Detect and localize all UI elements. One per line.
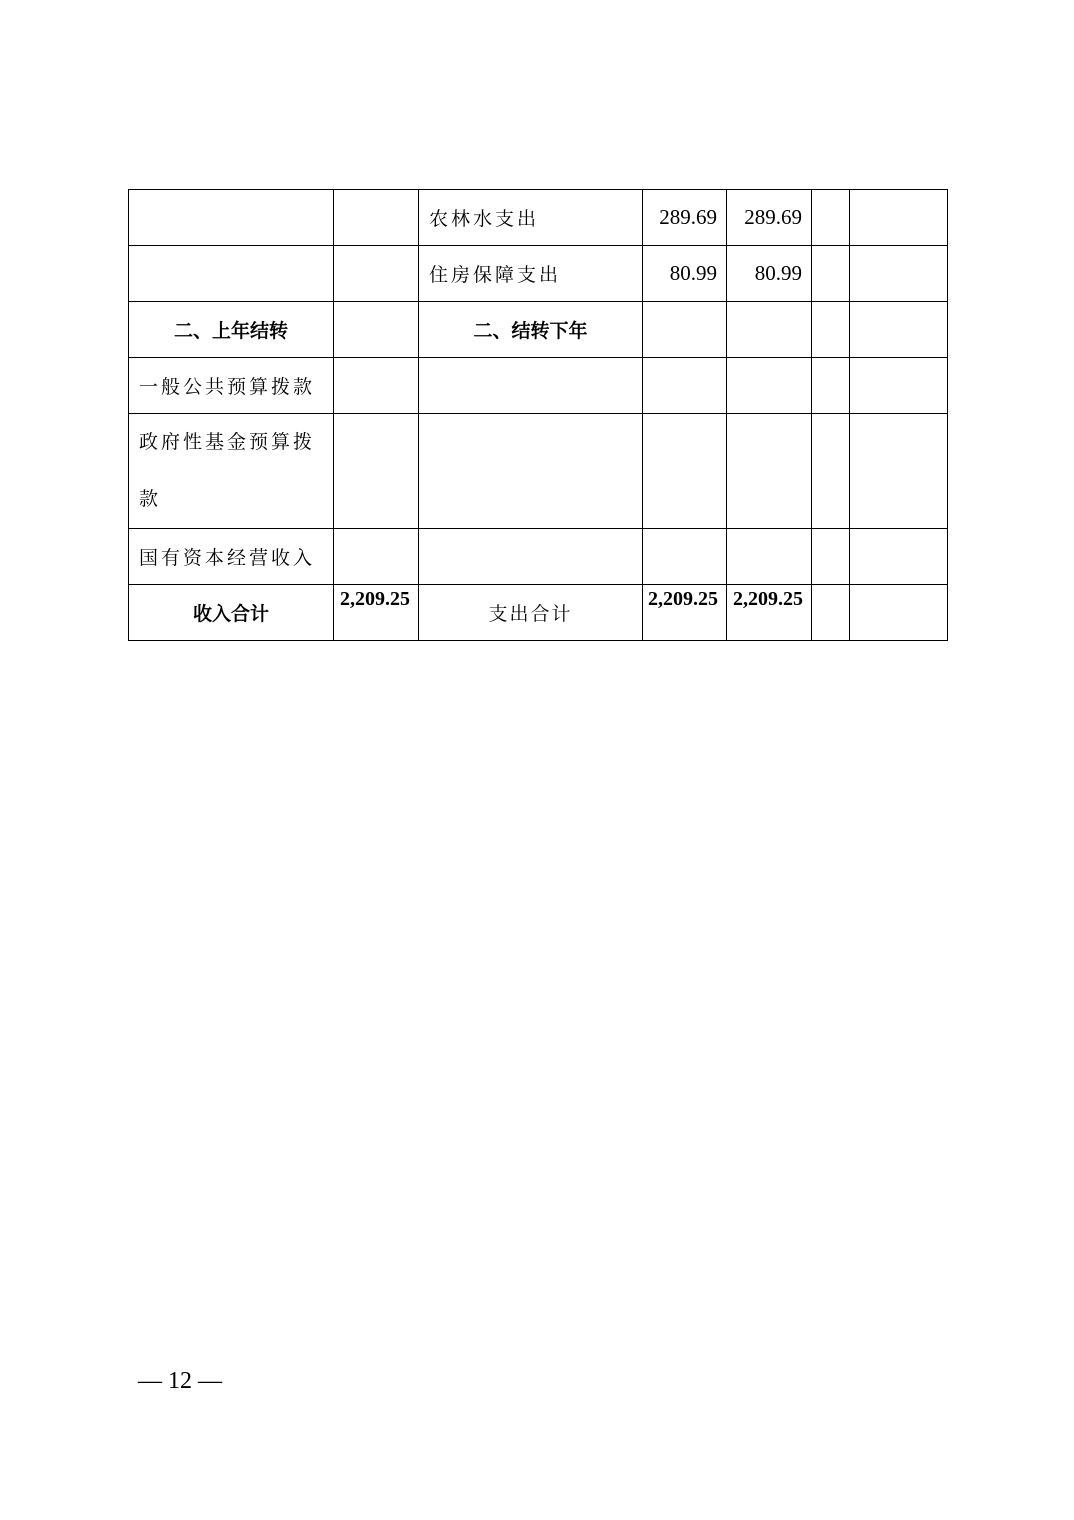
- expense-total-cell: [643, 358, 727, 414]
- expense-item-cell: [419, 414, 643, 529]
- expense-item-cell: 农林水支出: [419, 190, 643, 246]
- expense-general-cell: 80.99: [727, 246, 812, 302]
- expense-general-cell: 289.69: [727, 190, 812, 246]
- empty-cell: [850, 529, 948, 585]
- expense-total-cell: 80.99: [643, 246, 727, 302]
- income-item-cell: 一般公共预算拨款: [129, 358, 334, 414]
- expense-total-cell: [643, 302, 727, 358]
- empty-cell: [812, 529, 850, 585]
- section-heading-expense: 二、结转下年: [419, 302, 643, 358]
- empty-cell: [812, 414, 850, 529]
- empty-cell: [850, 190, 948, 246]
- income-amount-cell: [334, 529, 419, 585]
- income-item-cell: 政府性基金预算拨款: [129, 414, 334, 529]
- empty-cell: [850, 302, 948, 358]
- empty-cell: [850, 585, 948, 641]
- income-amount-cell: [334, 190, 419, 246]
- table-row: [129, 529, 948, 585]
- expense-general-total-value: 2,209.25: [727, 585, 812, 641]
- income-total-value: 2,209.25: [334, 585, 419, 641]
- income-amount-cell: [334, 246, 419, 302]
- expense-item-cell: [419, 529, 643, 585]
- empty-cell: [812, 358, 850, 414]
- empty-cell: [850, 414, 948, 529]
- income-item-cell: [129, 246, 334, 302]
- table-row: [129, 302, 948, 358]
- section-heading-income: 二、上年结转: [129, 302, 334, 358]
- income-item-cell: [129, 190, 334, 246]
- expense-item-cell: [419, 358, 643, 414]
- expense-general-cell: [727, 302, 812, 358]
- income-item-cell: 国有资本经营收入: [129, 529, 334, 585]
- income-total-label: 收入合计: [129, 585, 334, 641]
- expense-general-cell: [727, 529, 812, 585]
- table-row: [129, 414, 948, 529]
- income-amount-cell: [334, 358, 419, 414]
- income-amount-cell: [334, 414, 419, 529]
- expense-item-cell: 住房保障支出: [419, 246, 643, 302]
- budget-table: [128, 189, 948, 641]
- income-amount-cell: [334, 302, 419, 358]
- empty-cell: [850, 246, 948, 302]
- empty-cell: [850, 358, 948, 414]
- expense-total-cell: 289.69: [643, 190, 727, 246]
- empty-cell: [812, 246, 850, 302]
- expense-total-value: 2,209.25: [643, 585, 727, 641]
- table-row: [129, 246, 948, 302]
- expense-total-cell: [643, 414, 727, 529]
- table-row: [129, 190, 948, 246]
- expense-total-cell: [643, 529, 727, 585]
- expense-general-cell: [727, 414, 812, 529]
- empty-cell: [812, 585, 850, 641]
- expense-total-label: 支出合计: [419, 585, 643, 641]
- table-row: [129, 358, 948, 414]
- empty-cell: [812, 302, 850, 358]
- empty-cell: [812, 190, 850, 246]
- page-number: — 12 —: [138, 1368, 222, 1394]
- expense-general-cell: [727, 358, 812, 414]
- table-row-total: [129, 585, 948, 641]
